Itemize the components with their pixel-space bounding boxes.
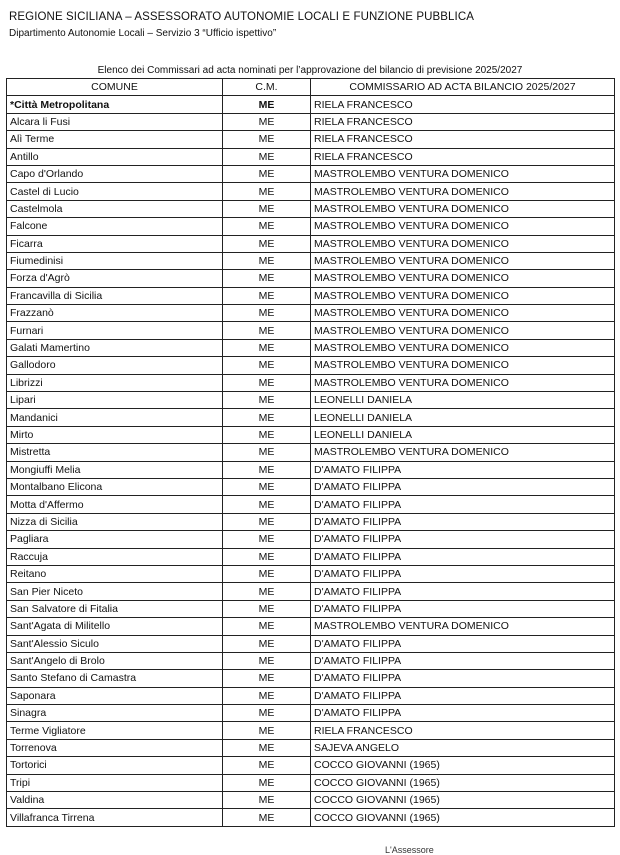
comune-cell: Raccuja [7,548,223,565]
table-row [7,774,615,791]
cm-cell: ME [223,96,311,113]
table-row [7,705,615,722]
cm-cell: ME [223,444,311,461]
table-body [7,96,615,826]
comune-cell: Nizza di Sicilia [7,513,223,530]
cm-cell: ME [223,218,311,235]
comune-cell: Ficarra [7,235,223,252]
comune-cell: Francavilla di Sicilia [7,287,223,304]
table-row [7,548,615,565]
commissario-cell: D'AMATO FILIPPA [311,705,615,722]
commissario-cell: D'AMATO FILIPPA [311,652,615,669]
comune-cell: Antillo [7,148,223,165]
comune-cell: Saponara [7,687,223,704]
cm-cell: ME [223,426,311,443]
header-department: Dipartimento Autonomie Locali – Servizio 3 “Ufficio ispettivo” [9,28,277,39]
cm-cell: ME [223,252,311,269]
table-row [7,618,615,635]
cm-cell: ME [223,739,311,756]
column-header-cm: C.M. [223,79,311,96]
table-caption: Elenco dei Commissari ad acta nominati per l’approvazione del bilancio di previsione 2025/2027 [97,65,523,76]
table-row [7,757,615,774]
cm-cell: ME [223,183,311,200]
comune-cell: Castelmola [7,200,223,217]
table-row [7,235,615,252]
cm-cell: ME [223,461,311,478]
commissario-cell: MASTROLEMBO VENTURA DOMENICO [311,165,615,182]
cm-cell: ME [223,322,311,339]
commissario-cell: D'AMATO FILIPPA [311,583,615,600]
table-row [7,218,615,235]
commissario-cell: MASTROLEMBO VENTURA DOMENICO [311,270,615,287]
cm-cell: ME [223,200,311,217]
comune-cell: Mandanici [7,409,223,426]
cm-cell: ME [223,113,311,130]
commissario-cell: D'AMATO FILIPPA [311,478,615,495]
cm-cell: ME [223,600,311,617]
comune-cell: Sant'Agata di Militello [7,618,223,635]
commissario-cell: RIELA FRANCESCO [311,96,615,113]
cm-cell: ME [223,774,311,791]
comune-cell: Reitano [7,565,223,582]
cm-cell: ME [223,722,311,739]
document-header [9,10,474,42]
commissario-cell: D'AMATO FILIPPA [311,670,615,687]
table-row [7,374,615,391]
table-row [7,635,615,652]
commissario-cell: MASTROLEMBO VENTURA DOMENICO [311,374,615,391]
commissario-cell: MASTROLEMBO VENTURA DOMENICO [311,339,615,356]
commissario-cell: D'AMATO FILIPPA [311,496,615,513]
cm-cell: ME [223,513,311,530]
commissario-cell: D'AMATO FILIPPA [311,600,615,617]
commissario-cell: MASTROLEMBO VENTURA DOMENICO [311,200,615,217]
header-region-title: REGIONE SICILIANA – ASSESSORATO AUTONOMIE LOCALI E FUNZIONE PUBBLICA [9,11,475,23]
commissario-cell: MASTROLEMBO VENTURA DOMENICO [311,252,615,269]
cm-cell: ME [223,635,311,652]
table-row [7,722,615,739]
table-row [7,165,615,182]
table-row [7,670,615,687]
table-row [7,287,615,304]
comune-cell: Montalbano Elicona [7,478,223,495]
table-row [7,426,615,443]
table-row [7,478,615,495]
commissario-cell: D'AMATO FILIPPA [311,531,615,548]
commissario-cell: MASTROLEMBO VENTURA DOMENICO [311,322,615,339]
commissario-cell: D'AMATO FILIPPA [311,565,615,582]
table-row [7,252,615,269]
cm-cell: ME [223,565,311,582]
table-row [7,409,615,426]
cm-cell: ME [223,339,311,356]
cm-cell: ME [223,792,311,809]
commissario-cell: COCCO GIOVANNI (1965) [311,792,615,809]
column-header-comune: COMUNE [7,79,223,96]
comune-cell: Mirto [7,426,223,443]
table-row [7,496,615,513]
comune-cell: Furnari [7,322,223,339]
cm-cell: ME [223,618,311,635]
comune-cell: Santo Stefano di Camastra [7,670,223,687]
table-row [7,652,615,669]
commissario-cell: D'AMATO FILIPPA [311,635,615,652]
commissario-cell: LEONELLI DANIELA [311,426,615,443]
cm-cell: ME [223,235,311,252]
comune-cell: Mistretta [7,444,223,461]
table-row [7,565,615,582]
cm-cell: ME [223,531,311,548]
table-row [7,339,615,356]
commissario-cell: LEONELLI DANIELA [311,409,615,426]
commissario-cell: SAJEVA ANGELO [311,739,615,756]
comune-cell: Motta d'Affermo [7,496,223,513]
commissario-cell: MASTROLEMBO VENTURA DOMENICO [311,218,615,235]
commissario-cell: RIELA FRANCESCO [311,722,615,739]
commissario-cell: MASTROLEMBO VENTURA DOMENICO [311,305,615,322]
cm-cell: ME [223,148,311,165]
cm-cell: ME [223,409,311,426]
table-row [7,96,615,113]
commissario-cell: MASTROLEMBO VENTURA DOMENICO [311,444,615,461]
comune-cell: *Città Metropolitana [7,96,223,113]
commissario-cell: MASTROLEMBO VENTURA DOMENICO [311,618,615,635]
commissario-cell: RIELA FRANCESCO [311,113,615,130]
comune-cell: Alcara li Fusi [7,113,223,130]
comune-cell: Capo d'Orlando [7,165,223,182]
comune-cell: Sant'Angelo di Brolo [7,652,223,669]
table-row [7,131,615,148]
cm-cell: ME [223,270,311,287]
table-row [7,792,615,809]
cm-cell: ME [223,165,311,182]
comune-cell: Fiumedinisi [7,252,223,269]
table-row [7,444,615,461]
table-row [7,739,615,756]
footer-signature-text: L'Assessore [385,845,434,855]
commissario-cell: MASTROLEMBO VENTURA DOMENICO [311,357,615,374]
comune-cell: Castel di Lucio [7,183,223,200]
comune-cell: Valdina [7,792,223,809]
comune-cell: Gallodoro [7,357,223,374]
commissario-cell: MASTROLEMBO VENTURA DOMENICO [311,235,615,252]
comune-cell: Mongiuffi Melia [7,461,223,478]
cm-cell: ME [223,670,311,687]
comune-cell: Lipari [7,392,223,409]
cm-cell: ME [223,705,311,722]
cm-cell: ME [223,687,311,704]
comune-cell: Forza d'Agrò [7,270,223,287]
table-row [7,305,615,322]
column-header-commissario: COMMISSARIO AD ACTA BILANCIO 2025/2027 [311,79,615,96]
commissario-cell: D'AMATO FILIPPA [311,687,615,704]
table-row [7,183,615,200]
cm-cell: ME [223,392,311,409]
cm-cell: ME [223,131,311,148]
comune-cell: Alì Terme [7,131,223,148]
comune-cell: Torrenova [7,739,223,756]
commissario-cell: RIELA FRANCESCO [311,148,615,165]
table-row [7,270,615,287]
comune-cell: Sinagra [7,705,223,722]
commissario-cell: MASTROLEMBO VENTURA DOMENICO [311,183,615,200]
table-header-row [7,79,615,96]
cm-cell: ME [223,809,311,826]
table-row [7,600,615,617]
commissario-cell: COCCO GIOVANNI (1965) [311,757,615,774]
cm-cell: ME [223,583,311,600]
commissario-cell: D'AMATO FILIPPA [311,461,615,478]
table-row [7,200,615,217]
commissario-cell: COCCO GIOVANNI (1965) [311,774,615,791]
comune-cell: Frazzanò [7,305,223,322]
cm-cell: ME [223,548,311,565]
table-row [7,513,615,530]
commissario-cell: RIELA FRANCESCO [311,131,615,148]
comune-cell: Villafranca Tirrena [7,809,223,826]
commissario-cell: D'AMATO FILIPPA [311,548,615,565]
table-row [7,531,615,548]
cm-cell: ME [223,357,311,374]
table-row [7,357,615,374]
table-row [7,461,615,478]
table-row [7,583,615,600]
table-row [7,113,615,130]
comune-cell: San Salvatore di Fitalia [7,600,223,617]
comune-cell: Pagliara [7,531,223,548]
comune-cell: Tortorici [7,757,223,774]
comune-cell: Terme Vigliatore [7,722,223,739]
commissario-cell: COCCO GIOVANNI (1965) [311,809,615,826]
cm-cell: ME [223,374,311,391]
commissario-cell: LEONELLI DANIELA [311,392,615,409]
cm-cell: ME [223,652,311,669]
cm-cell: ME [223,496,311,513]
commissario-cell: MASTROLEMBO VENTURA DOMENICO [311,287,615,304]
comune-cell: Tripi [7,774,223,791]
comune-cell: Falcone [7,218,223,235]
table-row [7,809,615,826]
comune-cell: San Pier Niceto [7,583,223,600]
cm-cell: ME [223,305,311,322]
comune-cell: Galati Mamertino [7,339,223,356]
cm-cell: ME [223,287,311,304]
comune-cell: Sant'Alessio Siculo [7,635,223,652]
table-row [7,392,615,409]
comune-cell: Librizzi [7,374,223,391]
table-row [7,687,615,704]
table-row [7,148,615,165]
table-row [7,322,615,339]
cm-cell: ME [223,478,311,495]
commissario-cell: D'AMATO FILIPPA [311,513,615,530]
commissari-table [6,78,615,827]
cm-cell: ME [223,757,311,774]
